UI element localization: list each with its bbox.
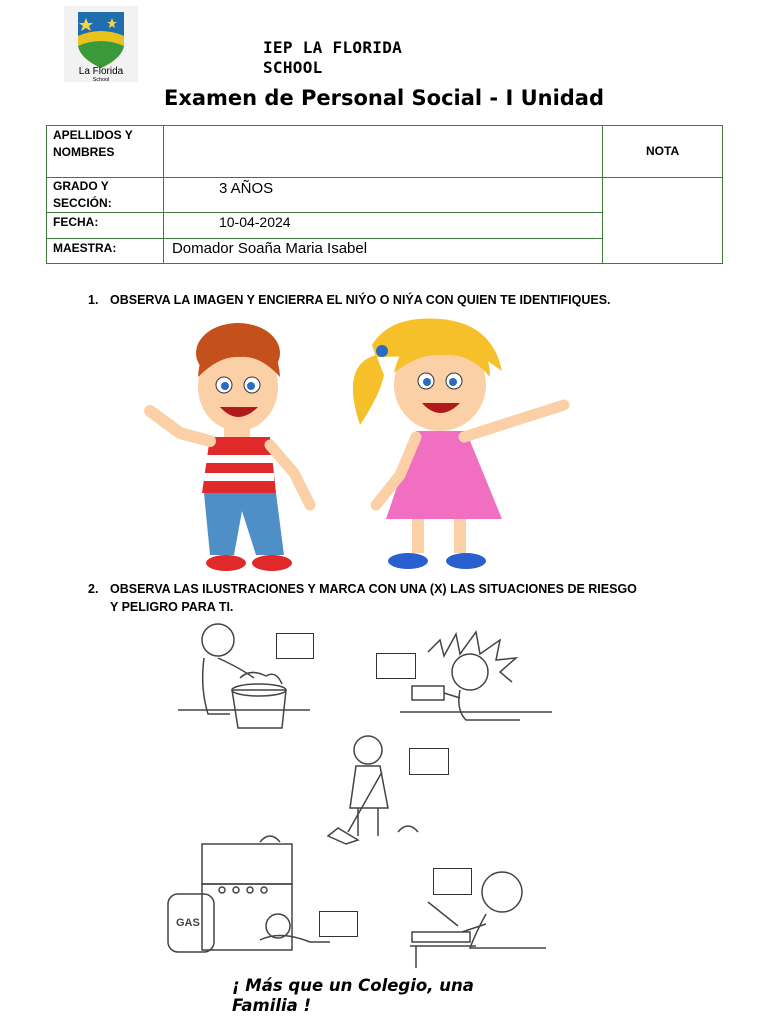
date-value: 10-04-2024 — [218, 214, 291, 230]
question-2-text-line1: OBSERVA LAS ILUSTRACIONES Y MARCA CON UNA (X) LAS SITUACIONES DE RIESGO — [110, 582, 637, 596]
question-2 — [88, 580, 637, 616]
names-label: APELLIDOS Y NOMBRES — [53, 128, 133, 159]
teacher-label-cell — [47, 239, 164, 264]
exam-title: Examen de Personal Social - I Unidad — [163, 86, 605, 110]
date-value-cell[interactable] — [163, 213, 602, 239]
nota-label-cell — [603, 126, 723, 178]
question-2-number: 2. — [88, 582, 99, 596]
school-name: IEP LA FLORIDA SCHOOL — [263, 38, 403, 77]
grade-value: 3 AÑOS — [218, 180, 274, 197]
scene-stove-gas — [160, 830, 340, 970]
school-logo — [64, 6, 138, 82]
date-label-cell — [47, 213, 164, 239]
checkbox-knife[interactable] — [433, 868, 472, 895]
grade-label-cell — [47, 178, 164, 213]
checkbox-electric-outlet[interactable] — [376, 653, 416, 679]
question-1-text: OBSERVA LA IMAGEN Y ENCIERRA EL NIÝO O NIÝA CON QUIEN TE IDENTIFIQUES. — [110, 293, 611, 307]
checkbox-trash-can[interactable] — [276, 633, 314, 659]
nota-label: NOTA — [646, 144, 680, 158]
grade-label: GRADO Y SECCIÓN: — [53, 179, 112, 210]
boy-figure[interactable] — [150, 323, 310, 571]
question-2-text-line2: Y PELIGRO PARA TI. — [110, 600, 234, 614]
names-label-cell — [47, 126, 164, 178]
school-motto: ¡ Más que un Colegio, una Familia ! — [232, 976, 474, 1015]
scene-knife — [406, 862, 552, 970]
logo-text: La Florida — [78, 66, 124, 77]
boy-and-girl-illustration[interactable] — [140, 315, 580, 577]
checkbox-girl-sweeping[interactable] — [409, 748, 449, 775]
checkbox-stove-gas[interactable] — [319, 911, 358, 937]
teacher-value-cell[interactable] — [163, 239, 602, 264]
scene-electric-outlet — [400, 620, 552, 724]
nota-value-cell[interactable] — [603, 178, 723, 264]
student-info-table — [46, 125, 723, 264]
teacher-value: Domador Soaña Maria Isabel — [171, 240, 368, 257]
girl-figure[interactable] — [353, 319, 564, 569]
teacher-label: MAESTRA: — [53, 241, 117, 255]
question-1 — [88, 291, 611, 309]
question-1-number: 1. — [88, 293, 99, 307]
names-value-cell[interactable] — [163, 126, 602, 178]
grade-value-cell[interactable] — [163, 178, 602, 213]
logo-subtext: School — [92, 77, 110, 83]
date-label: FECHA: — [53, 215, 99, 229]
gas-label: GAS — [176, 917, 200, 929]
